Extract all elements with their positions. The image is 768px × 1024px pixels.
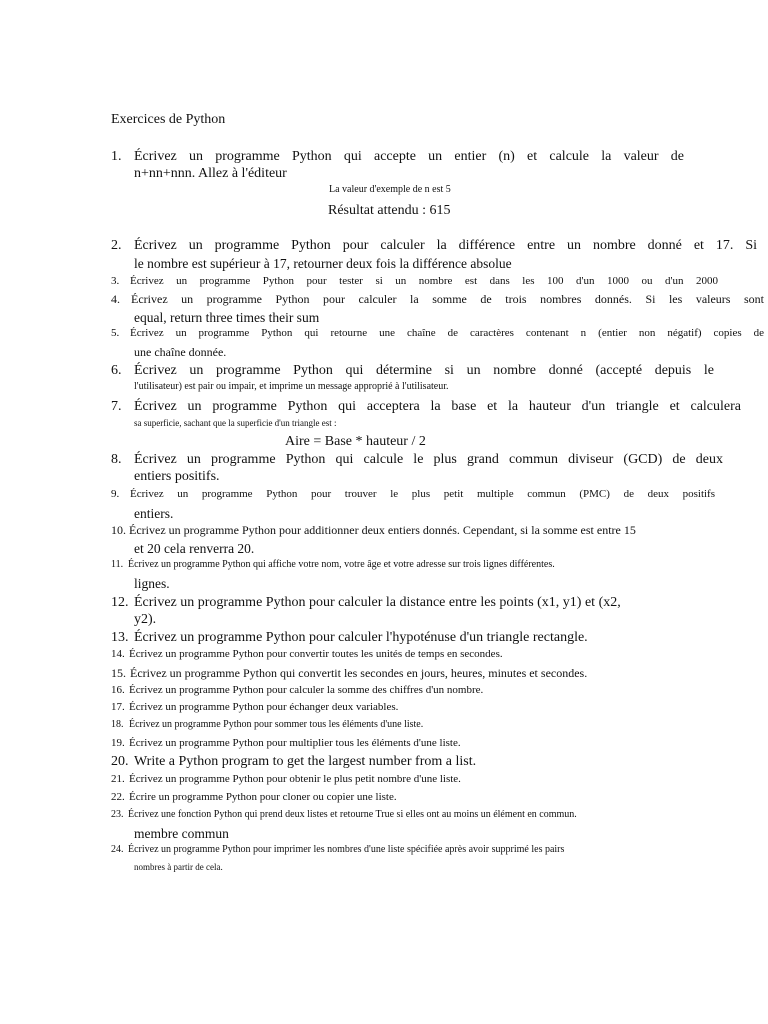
exercise-text-cont: entiers positifs. bbox=[134, 469, 220, 484]
exercise-number: 5. bbox=[111, 327, 120, 339]
exercise-text: Écrivez un programme Python qui affiche votre nom, votre âge et votre adresse sur trois lignes différentes. bbox=[128, 559, 555, 570]
exercise-number: 15. bbox=[111, 666, 126, 680]
exercise-number: 8. bbox=[111, 452, 122, 467]
exercise-number: 2. bbox=[111, 238, 122, 253]
exercise-text: Écrivez un programme Python pour sommer tous les éléments d'une liste. bbox=[129, 719, 424, 730]
exercise-text-cont: lignes. bbox=[134, 576, 170, 591]
exercise-number: 4. bbox=[111, 292, 120, 306]
exercise-text-cont: equal, return three times their sum bbox=[134, 310, 320, 325]
exercise-text-cont: l'utilisateur) est pair ou impair, et imprime un message approprié à l'utilisateur. bbox=[134, 381, 449, 392]
exercise-text: Écrivez un programme Python qui accepte un entier (n) et calcule la valeur de bbox=[134, 149, 684, 164]
exercise-text: Écrivez une fonction Python qui prend deux listes et retourne True si elles ont au moins un élément en commun. bbox=[128, 809, 577, 820]
expected-result: Résultat attendu : 615 bbox=[328, 203, 451, 218]
exercise-number: 16. bbox=[111, 684, 125, 696]
exercise-text-cont: nombres à partir de cela. bbox=[134, 862, 223, 872]
example-note: La valeur d'exemple de n est 5 bbox=[329, 184, 451, 195]
exercise-text-cont: y2). bbox=[134, 612, 157, 627]
exercise-text-cont: le nombre est supérieur à 17, retourner deux fois la différence absolue bbox=[134, 256, 512, 271]
exercise-text: Écrivez un programme Python pour obtenir le plus petit nombre d'une liste. bbox=[129, 773, 461, 785]
document-title: Exercices de Python bbox=[111, 112, 226, 127]
exercise-number: 9. bbox=[111, 488, 120, 500]
exercise-text-cont: et 20 cela renverra 20. bbox=[134, 541, 255, 556]
exercise-number: 6. bbox=[111, 363, 122, 378]
exercise-text-cont: membre commun bbox=[134, 826, 229, 841]
exercise-number: 18. bbox=[111, 719, 124, 730]
exercise-text: Écrivez un programme Python pour tester si un nombre est dans les 100 d'un 1000 ou d'un 2000 bbox=[130, 275, 718, 287]
exercise-number: 11. bbox=[111, 559, 124, 570]
exercise-text: Écrivez un programme Python pour échanger deux variables. bbox=[129, 701, 399, 713]
exercise-number: 13. bbox=[111, 630, 129, 645]
exercise-number: 10. bbox=[111, 523, 126, 537]
exercise-text: Écrivez un programme Python pour calculer la somme des chiffres d'un nombre. bbox=[129, 684, 484, 696]
exercise-text: Écrivez un programme Python pour trouver le plus petit multiple commun (PMC) de deux positifs bbox=[130, 488, 715, 500]
exercise-text: Écrivez un programme Python pour convertir toutes les unités de temps en secondes. bbox=[129, 648, 503, 660]
exercise-text: Écrivez un programme Python qui calcule le plus grand commun diviseur (GCD) de deux bbox=[134, 452, 723, 467]
exercise-number: 24. bbox=[111, 844, 124, 855]
exercise-text: Écrivez un programme Python qui convertit les secondes en jours, heures, minutes et secondes. bbox=[130, 666, 588, 680]
exercise-text: Écrivez un programme Python pour imprimer les nombres d'une liste spécifiée après avoir supprimé les pairs bbox=[128, 844, 565, 855]
exercise-number: 1. bbox=[111, 149, 122, 164]
exercise-number: 3. bbox=[111, 275, 120, 287]
exercise-number: 23. bbox=[111, 809, 124, 820]
exercise-text: Écrivez un programme Python pour multiplier tous les éléments d'une liste. bbox=[129, 737, 461, 749]
formula: Aire = Base * hauteur / 2 bbox=[285, 434, 426, 449]
exercise-text: Écrivez un programme Python qui retourne une chaîne de caractères contenant n (entier non négatif) copies de bbox=[130, 327, 764, 339]
exercise-text: Écrivez un programme Python pour calculer la somme de trois nombres donnés. Si les valeurs sont bbox=[131, 292, 764, 306]
exercise-text: Écrivez un programme Python qui détermine si un nombre donné (accepté depuis le bbox=[134, 363, 714, 378]
exercise-text: Écrivez un programme Python pour calculer la différence entre un nombre donné et 17. Si bbox=[134, 238, 757, 253]
exercise-number: 20. bbox=[111, 754, 129, 769]
exercise-text: Écrivez un programme Python pour calculer l'hypoténuse d'un triangle rectangle. bbox=[134, 630, 588, 645]
exercise-text: Écrivez un programme Python qui acceptera la base et la hauteur d'un triangle et calculera bbox=[134, 399, 741, 414]
exercise-text: Write a Python program to get the largest number from a list. bbox=[134, 754, 477, 769]
exercise-number: 22. bbox=[111, 791, 125, 803]
exercise-number: 14. bbox=[111, 648, 125, 660]
exercise-number: 17. bbox=[111, 701, 125, 713]
exercise-text: Écrire un programme Python pour cloner ou copier une liste. bbox=[129, 791, 397, 803]
exercise-number: 12. bbox=[111, 595, 129, 610]
exercise-number: 19. bbox=[111, 737, 125, 749]
exercise-text: Écrivez un programme Python pour calculer la distance entre les points (x1, y1) et (x2, bbox=[134, 595, 621, 610]
exercise-text-cont: sa superficie, sachant que la superficie d'un triangle est : bbox=[134, 418, 337, 428]
exercise-text-cont: une chaîne donnée. bbox=[134, 345, 227, 359]
exercise-number: 7. bbox=[111, 399, 122, 414]
exercise-text-cont: n+nn+nnn. Allez à l'éditeur bbox=[134, 166, 287, 181]
exercise-text-cont: entiers. bbox=[134, 506, 174, 521]
exercise-number: 21. bbox=[111, 773, 125, 785]
exercise-text: Écrivez un programme Python pour additionner deux entiers donnés. Cependant, si la somme est entre 15 bbox=[129, 523, 636, 537]
